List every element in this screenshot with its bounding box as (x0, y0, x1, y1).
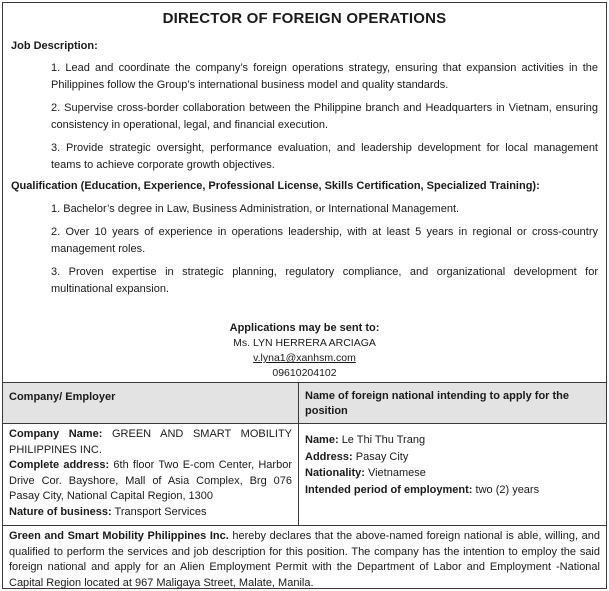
applications-heading: Applications may be sent to: (229, 322, 380, 334)
fn-address-value: Pasay City (355, 450, 409, 463)
fn-name-label: Name: (305, 434, 339, 446)
business-value: Transport Services (114, 505, 207, 518)
qualification-label: Qualification (Education, Experience, Professional License, Skills Certification, Specialized Training): (11, 180, 540, 192)
foreign-national-header: Name of foreign national intending to apply for the position (299, 383, 606, 424)
qualification-item-2: 2. Over 10 years of experience in operations leadership, with at least 5 years in regional or cross-country management roles. (51, 226, 598, 255)
job-description-item-1: 1. Lead and coordinate the company’s foreign operations strategy, ensuring that expansion activities in the Philippines follow the Group’s international business model and quality standards. (51, 62, 598, 91)
business-row (9, 505, 292, 521)
qualification-item-1: 1. Bachelor’s degree in Law, Business Administration, or International Management. (51, 203, 460, 215)
declaration-company: Green and Smart Mobility Philippines Inc. (9, 530, 229, 542)
company-name-value: GREEN AND SMART MOBILITY PHILIPPINES INC. (9, 428, 293, 456)
fn-address-row (305, 449, 600, 466)
employer-details (3, 424, 299, 525)
contact-name: Ms. LYN HERRERA ARCIAGA (233, 337, 376, 349)
company-address-label: Complete address: (9, 459, 110, 471)
fn-name-value: Le Thi Thu Trang (341, 434, 426, 446)
fn-period-label: Intended period of employment: (305, 483, 473, 496)
job-notice (2, 2, 607, 589)
fn-period-value: two (2) years (475, 483, 540, 496)
fn-period-row (305, 482, 600, 499)
company-name-row (9, 427, 292, 458)
company-address-value: 6th floor Two E-com Center, Harbor Drive Cor. Bayshore, Mall of Asia Complex, Brg 076 Pasay City, National Capital Region, 1300 (9, 459, 292, 502)
job-description-item-2: 2. Supervise cross-border collaboration between the Philippine branch and Headquarters in Vietnam, ensuring consistency in operational, legal, and financial execution. (51, 102, 598, 131)
employer-table (3, 382, 606, 526)
contact-email-link[interactable]: v.lyna1@xanhsm.com (253, 352, 356, 364)
fn-nationality-value: Vietnamese (367, 467, 426, 479)
declaration-paragraph (9, 529, 600, 591)
employer-header: Company/ Employer (3, 383, 299, 424)
foreign-national-details (299, 424, 606, 525)
qualification-item-3: 3. Proven expertise in strategic planning, regulatory compliance, and organizational development for multinational expansion. (51, 266, 598, 295)
fn-name-row (305, 432, 600, 449)
business-label: Nature of business: (9, 505, 112, 518)
page-title: DIRECTOR OF FOREIGN OPERATIONS (162, 10, 447, 27)
contact-phone: 09610204102 (272, 367, 337, 379)
declaration-text: hereby declares that the above-named foreign national is able, willing, and qualified to perform the services and job description for this position. The company has the intention to employ the said foreign national and apply for an Alien Employment Permit with the Department of Labor and Employment -National Capital Region located at 967 Maligaya Street, Malate, Manila. (9, 530, 600, 589)
fn-nationality-row (305, 465, 600, 482)
company-name-label: Company Name: (9, 428, 103, 440)
fn-nationality-label: Nationality: (305, 467, 365, 479)
fn-address-label: Address: (305, 450, 353, 463)
job-description-label: Job Description: (11, 40, 98, 52)
job-description-item-3: 3. Provide strategic oversight, performance evaluation, and leadership development for local management teams to achieve corporate growth objectives. (51, 142, 598, 171)
applications-block (3, 321, 606, 381)
company-address-row (9, 458, 292, 505)
